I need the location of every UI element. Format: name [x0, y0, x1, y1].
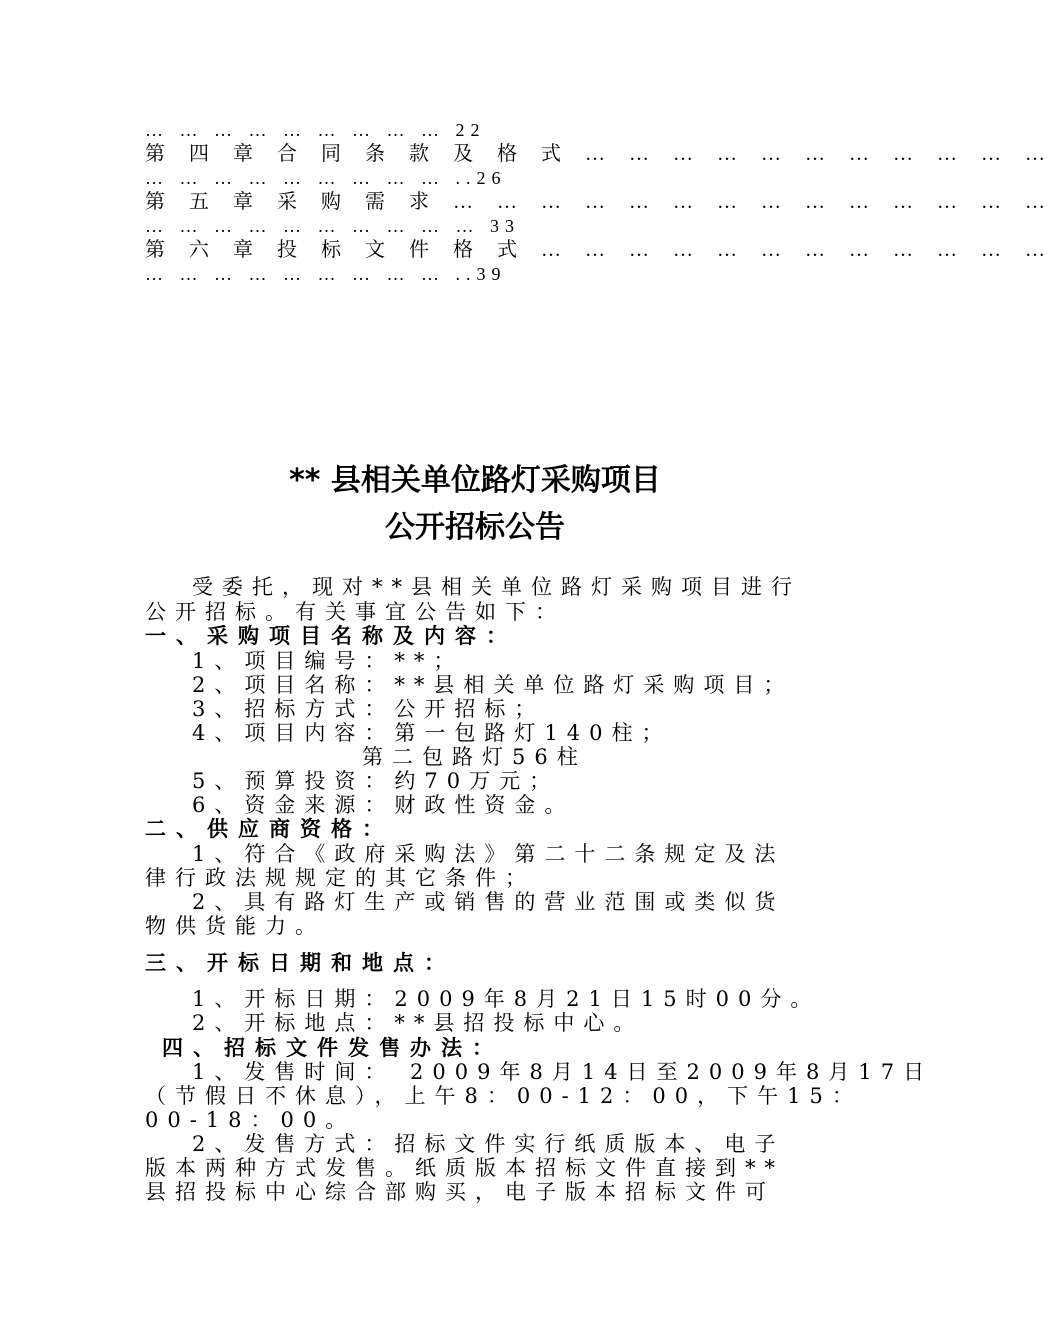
document-subtitle: 公开招标公告 — [385, 510, 565, 545]
section-heading-3: 三、开标日期和地点： — [145, 951, 455, 975]
toc-chapter-4-page: … … … … … … … … … ..26 — [145, 168, 507, 188]
item-budget: 5、预算投资：约70万元； — [192, 769, 560, 793]
toc-chapter-6[interactable]: 第 六 章 投 标 文 件 格 式 … … … … … … … … … … … … — [145, 239, 1055, 261]
supplier-qualification-2a: 2、具有路灯生产或销售的营业范围或类似货 — [192, 890, 785, 914]
supplier-qualification-2b: 物供货能力。 — [145, 914, 325, 938]
toc-continuation-line: … … … … … … … … … 22 — [145, 120, 486, 140]
item-project-content: 4、项目内容：第一包路灯140柱； — [192, 721, 672, 745]
document-title: ** 县相关单位路灯采购项目 — [289, 463, 661, 498]
item-bidding-method: 3、招标方式：公开招标； — [192, 697, 545, 721]
sale-time-c: 00-18：00。 — [145, 1108, 356, 1132]
toc-chapter-6-page: … … … … … … … … … ..39 — [145, 264, 507, 284]
intro-line-2: 公开招标。有关事宜公告如下： — [145, 600, 565, 624]
item-project-content-package-2: 第二包路灯56柱 — [362, 745, 587, 769]
sale-method-b: 版本两种方式发售。纸质版本招标文件直接到** — [145, 1156, 784, 1180]
supplier-qualification-1b: 律行政法规规定的其它条件； — [145, 866, 535, 890]
sale-method-c: 县招投标中心综合部购买，电子版本招标文件可 — [145, 1180, 775, 1204]
opening-location: 2、开标地点：**县招投标中心。 — [192, 1011, 644, 1035]
sale-time-b: （节假日不休息），上午8：00-12：00，下午15： — [145, 1084, 862, 1108]
toc-chapter-5[interactable]: 第 五 章 采 购 需 求 … … … … … … … … … … … … … … — [145, 191, 1055, 213]
item-project-name: 2、项目名称：**县相关单位路灯采购项目； — [192, 673, 794, 697]
section-heading-1: 一、采购项目名称及内容： — [145, 624, 517, 648]
sale-method-a: 2、发售方式：招标文件实行纸质版本、电子 — [192, 1132, 785, 1156]
supplier-qualification-1a: 1、符合《政府采购法》第二十二条规定及法 — [192, 842, 785, 866]
item-funding-source: 6、资金来源：财政性资金。 — [192, 793, 575, 817]
section-heading-4: 四、招标文件发售办法： — [162, 1036, 503, 1060]
item-project-number: 1、项目编号：**； — [192, 649, 464, 673]
toc-chapter-4[interactable]: 第 四 章 合 同 条 款 及 格 式 … … … … … … … … … … … — [145, 143, 1055, 165]
toc-chapter-5-page: … … … … … … … … … … 33 — [145, 216, 520, 236]
intro-line-1: 受委托，现对**县相关单位路灯采购项目进行 — [192, 575, 801, 599]
section-heading-2: 二、供应商资格： — [145, 817, 393, 841]
sale-time-a: 1、发售时间： 2009年8月14日至2009年8月17日 — [192, 1060, 934, 1084]
opening-date: 1、开标日期：2009年8月21日15时00分。 — [192, 987, 821, 1011]
